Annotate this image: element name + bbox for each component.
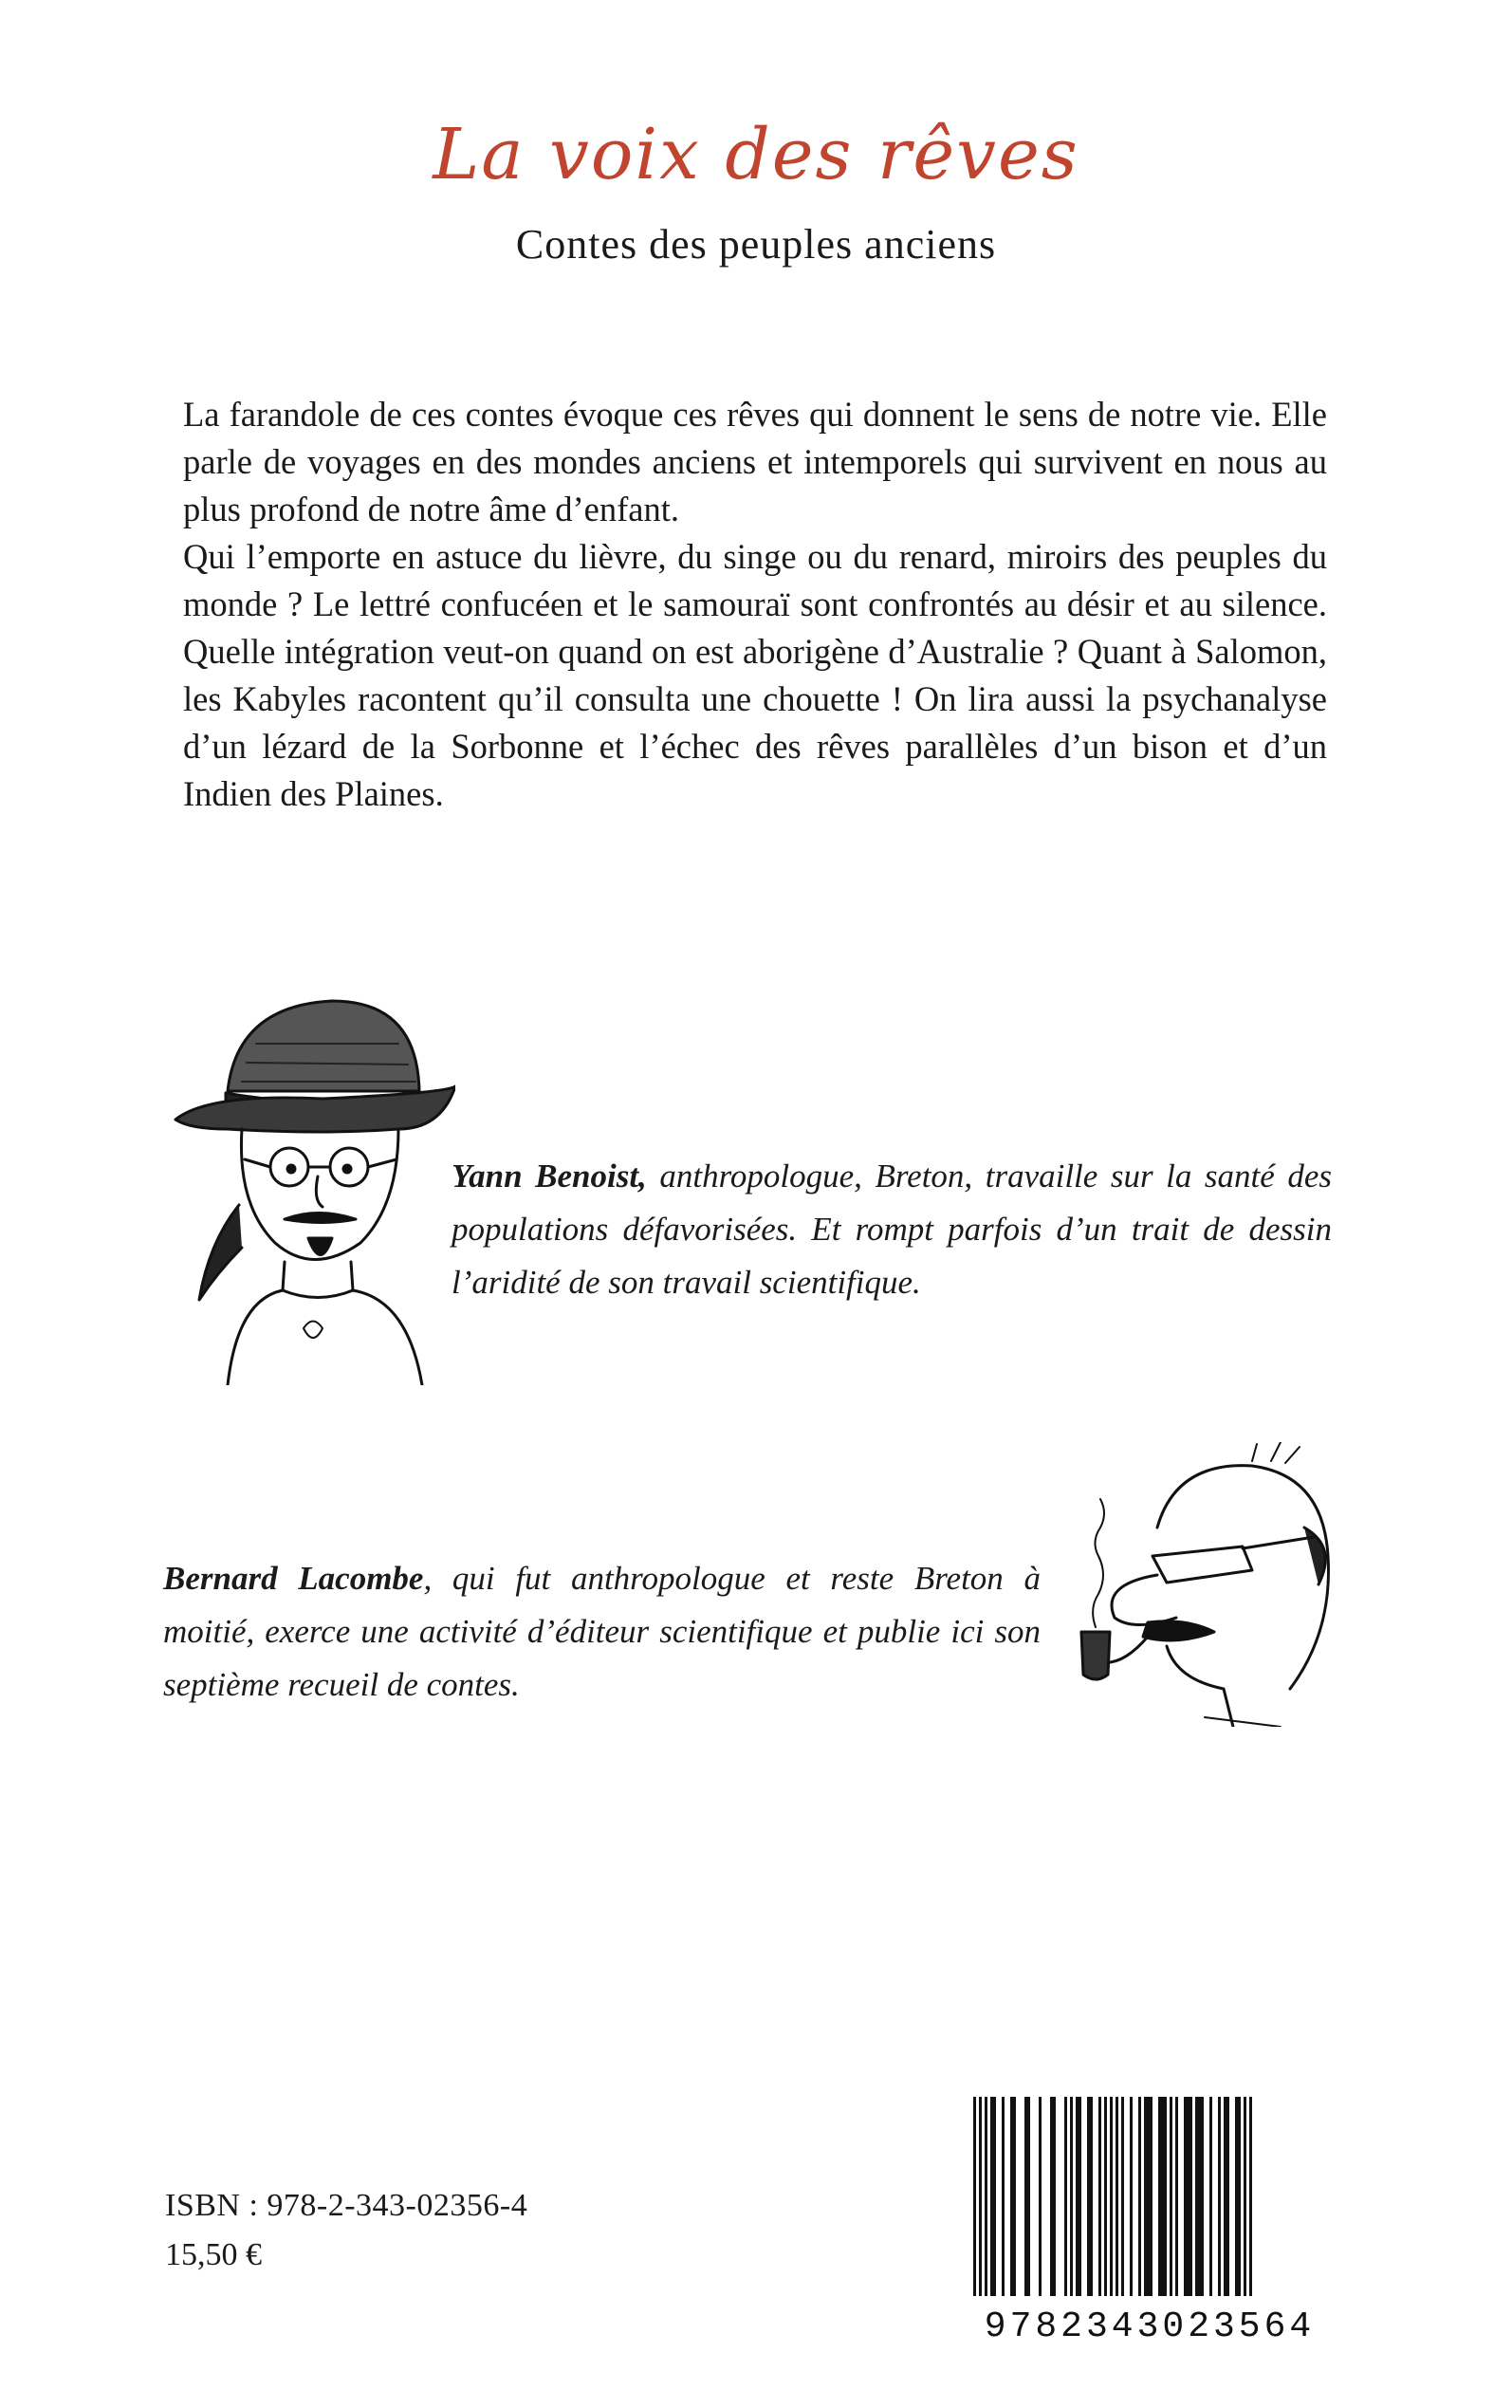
book-title: La voix des rêves <box>433 114 1079 195</box>
barcode-bar <box>1050 2097 1056 2296</box>
author-bio-bernard-text: , qui fut anthropologue et reste Breton à moitié, exerce une activité d’éditeur scientifique et publie ici son septième recueil de contes. <box>163 1560 1041 1703</box>
barcode-bar <box>1121 2097 1124 2296</box>
barcode-bar <box>990 2097 996 2296</box>
isbn-label: ISBN : 978-2-343-02356-4 <box>165 2188 528 2223</box>
barcode-bar <box>1130 2097 1133 2296</box>
barcode-bar <box>1244 2097 1246 2296</box>
book-subtitle: Contes des peuples anciens <box>515 221 997 268</box>
author-name-bernard: Bernard Lacombe <box>163 1560 424 1597</box>
price-label: 15,50 € <box>165 2237 262 2272</box>
barcode-bar <box>973 2097 976 2296</box>
barcode-bar <box>1087 2097 1093 2296</box>
barcode-bar <box>1184 2097 1192 2296</box>
barcode-digits: 9782343023564 <box>984 2306 1316 2343</box>
author-bio-yann <box>452 1150 1332 1309</box>
barcode-bar <box>1039 2097 1042 2296</box>
barcode-bar <box>1116 2097 1118 2296</box>
back-cover-blurb <box>183 391 1327 818</box>
barcode-bar <box>1249 2097 1252 2296</box>
barcode-bar <box>1209 2097 1212 2296</box>
barcode-bar <box>1104 2097 1107 2296</box>
author-portrait-bernard <box>1062 1442 1337 1727</box>
barcode-bar <box>985 2097 987 2296</box>
isbn-barcode <box>968 2097 1332 2343</box>
barcode-bar <box>1002 2097 1005 2296</box>
barcode-bar <box>1175 2097 1178 2296</box>
barcode-bar <box>1070 2097 1073 2296</box>
barcode-bar <box>1224 2097 1229 2296</box>
author-bio-yann-text: anthropologue, Breton, travaille sur la santé des populations défavorisées. Et rompt parfois d’un trait de dessin l’aridité de son travail scientifique. <box>452 1158 1332 1301</box>
author-bio-bernard <box>163 1552 1041 1712</box>
barcode-bar <box>1098 2097 1101 2296</box>
barcode-bar <box>1076 2097 1081 2296</box>
barcode-bar <box>1235 2097 1241 2296</box>
barcode-bar <box>1195 2097 1204 2296</box>
barcode-bar <box>1158 2097 1167 2296</box>
blurb-paragraph-2: Qui l’emporte en astuce du lièvre, du singe ou du renard, miroirs des peuples du monde ? Le lettré confucéen et le samouraï sont confrontés au désir et au silence. Quelle intégration veut-on quand on est aborigène d’Australie ? Quant à Salomon, les Kabyles racontent qu’il consulta une chouette ! On lira aussi la psychanalyse d’un lézard de la Sorbonne et l’échec des rêves parallèles d’un bison et d’un Indien des Plaines. <box>183 537 1327 813</box>
barcode-bar <box>1024 2097 1030 2296</box>
barcode-bar <box>1138 2097 1141 2296</box>
barcode-bar <box>1110 2097 1113 2296</box>
barcode-bar <box>1218 2097 1221 2296</box>
blurb-paragraph-1: La farandole de ces contes évoque ces rêves qui donnent le sens de notre vie. Elle parle de voyages en des mondes anciens et intemporels qui survivent en nous au plus profond de notre âme d’enfant. <box>183 395 1327 528</box>
barcode-bar <box>979 2097 982 2296</box>
barcode-bar <box>1170 2097 1172 2296</box>
author-portrait-yann <box>171 987 455 1385</box>
barcode-bar <box>1064 2097 1067 2296</box>
barcode-bar <box>1144 2097 1152 2296</box>
author-name-yann: Yann Benoist, <box>452 1158 647 1195</box>
barcode-bar <box>1010 2097 1016 2296</box>
